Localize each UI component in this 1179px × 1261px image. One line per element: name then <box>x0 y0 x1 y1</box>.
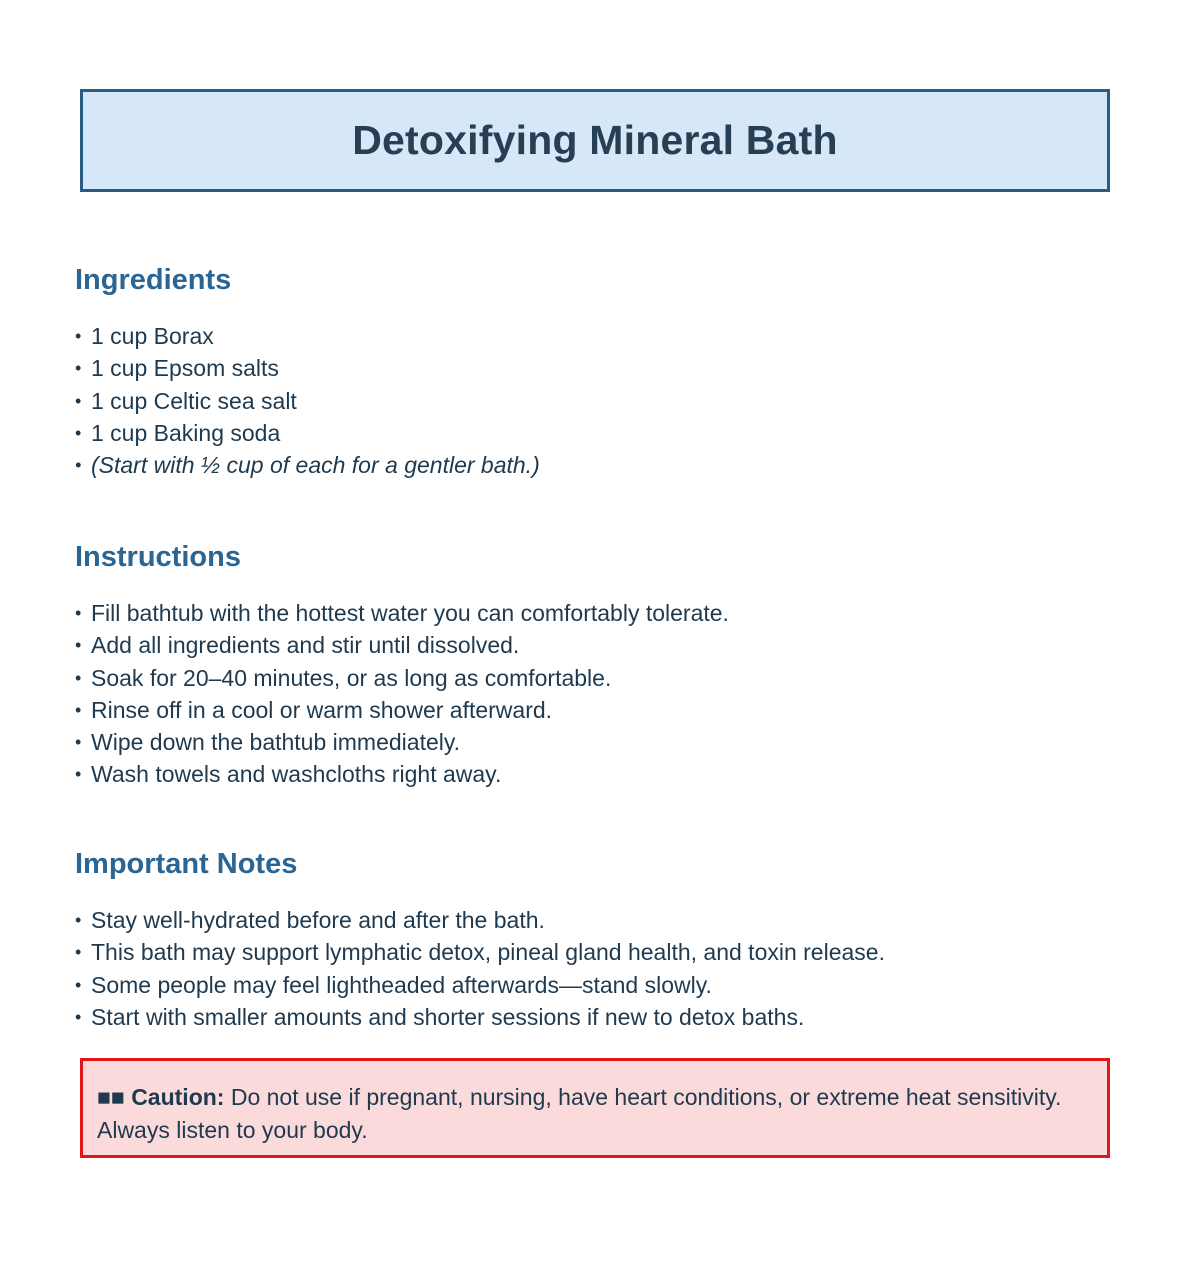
list-item: • 1 cup Celtic sea salt <box>75 385 1115 417</box>
ingredients-heading: Ingredients <box>75 264 232 296</box>
list-item: • Stay well-hydrated before and after the bath. <box>75 904 1115 936</box>
instructions-heading: Instructions <box>75 541 241 573</box>
list-item-note: • (Start with ½ cup of each for a gentler bath.) <box>75 449 1115 481</box>
list-item: • 1 cup Borax <box>75 320 1115 352</box>
list-item: • Rinse off in a cool or warm shower afterward. <box>75 694 1115 726</box>
list-item: • This bath may support lymphatic detox, pineal gland health, and toxin release. <box>75 936 1115 968</box>
instructions-list <box>75 597 1115 791</box>
list-item: • Soak for 20–40 minutes, or as long as comfortable. <box>75 662 1115 694</box>
page-title: Detoxifying Mineral Bath <box>352 117 838 163</box>
notes-section <box>75 846 1115 1033</box>
list-item: • Wash towels and washcloths right away. <box>75 758 1115 790</box>
notes-heading: Important Notes <box>75 848 298 880</box>
caution-label: Caution: <box>131 1084 225 1110</box>
caution-text: Do not use if pregnant, nursing, have heart conditions, or extreme heat sensitivity. Always listen to your body. <box>97 1084 1062 1143</box>
list-item: • 1 cup Baking soda <box>75 417 1115 449</box>
list-item: • Some people may feel lightheaded afterwards—stand slowly. <box>75 969 1115 1001</box>
list-item: • Wipe down the bathtub immediately. <box>75 726 1115 758</box>
list-item: • Fill bathtub with the hottest water you can comfortably tolerate. <box>75 597 1115 629</box>
instructions-section <box>75 539 1115 791</box>
ingredients-list <box>75 320 1115 481</box>
caution-box <box>80 1058 1110 1158</box>
warning-icon: ■■ <box>97 1084 125 1110</box>
list-item: • 1 cup Epsom salts <box>75 352 1115 384</box>
list-item: • Add all ingredients and stir until dissolved. <box>75 629 1115 661</box>
ingredients-section <box>75 262 1115 481</box>
title-box <box>80 89 1110 192</box>
list-item: • Start with smaller amounts and shorter sessions if new to detox baths. <box>75 1001 1115 1033</box>
notes-list <box>75 904 1115 1033</box>
